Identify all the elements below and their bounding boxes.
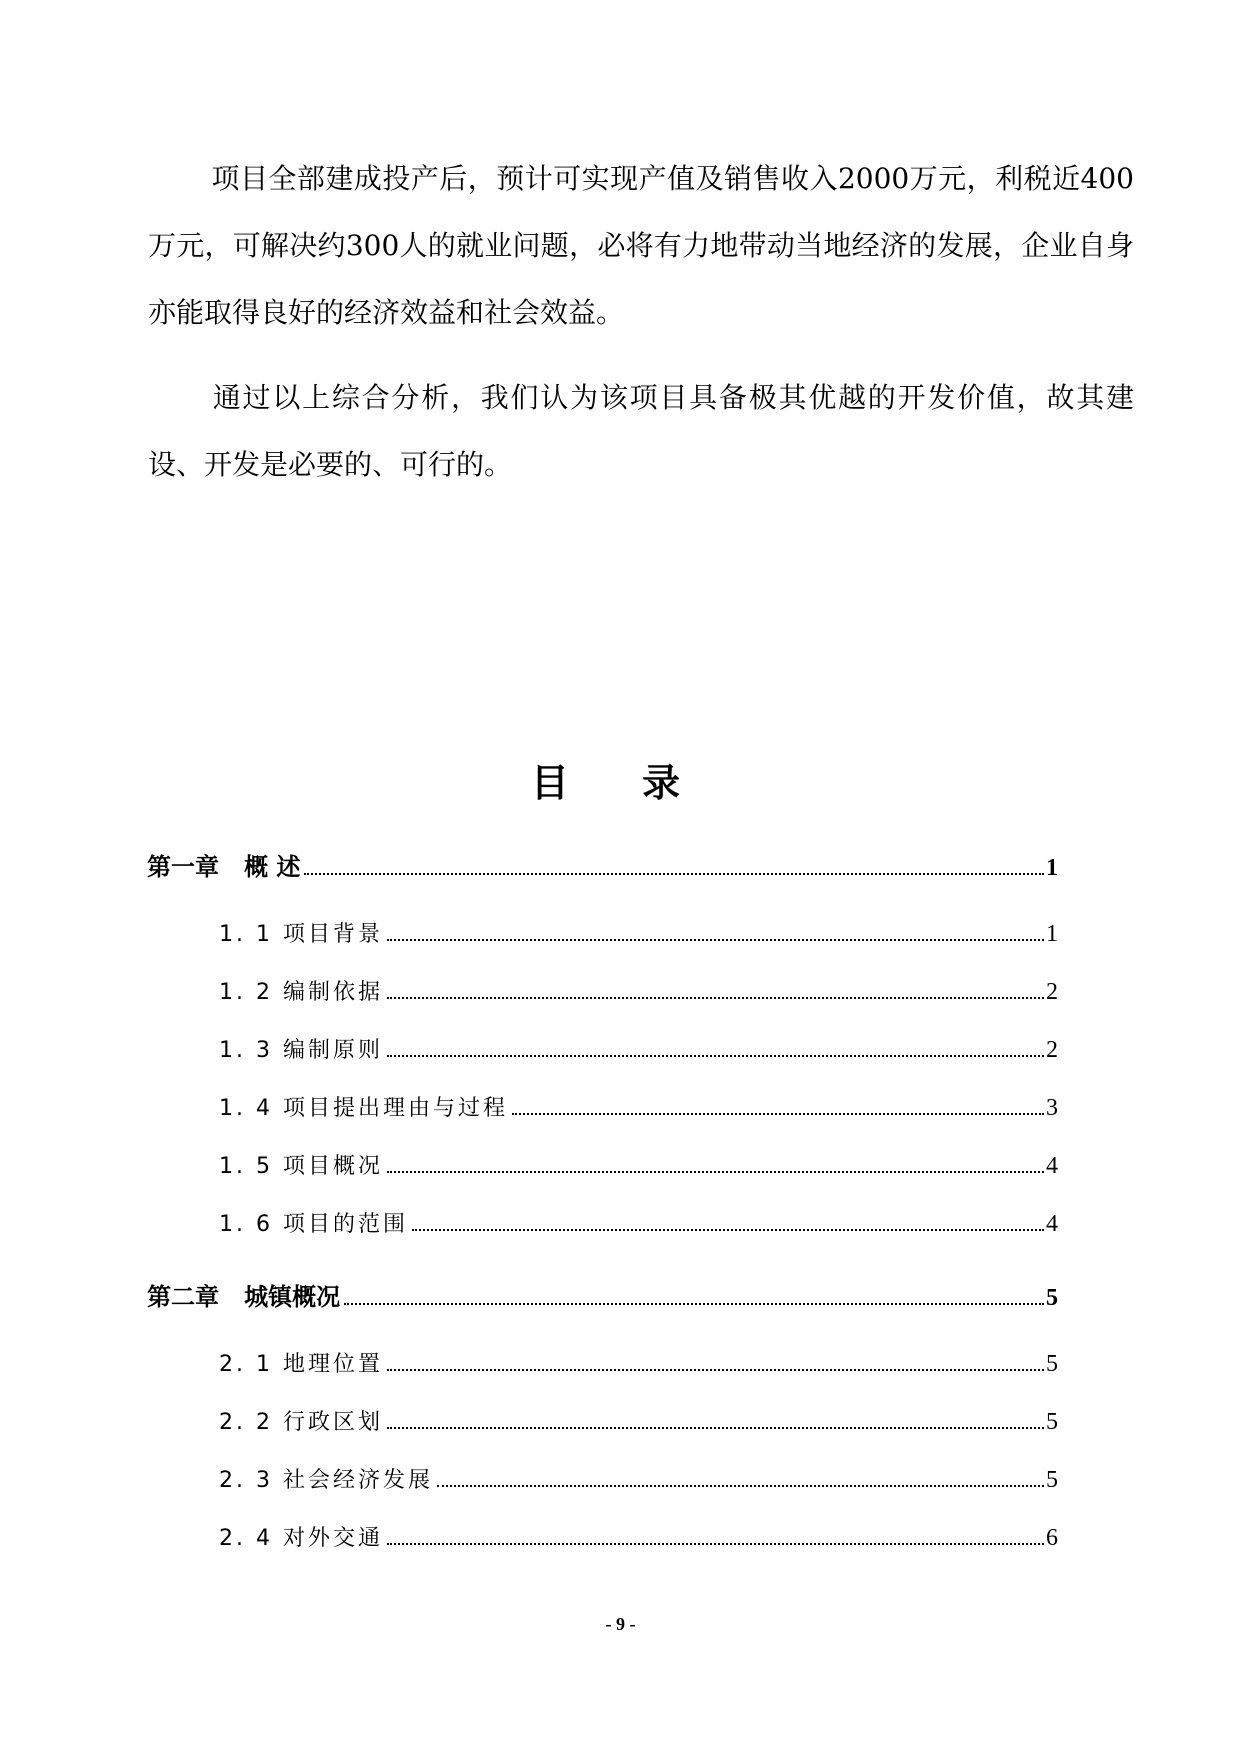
toc-entry-label: 第一章 概 述 [147, 853, 301, 881]
toc-leader-dots [387, 1171, 1044, 1173]
toc-leader-dots [387, 997, 1044, 999]
toc-entry-2-1[interactable] [219, 1347, 1058, 1381]
toc-leader-dots [387, 1369, 1044, 1371]
toc-entry-page: 3 [1046, 1095, 1058, 1121]
page-number: - 9 - [605, 1614, 636, 1634]
toc-leader-dots [387, 1543, 1044, 1545]
toc-entry-chapter-1[interactable] [147, 847, 1058, 881]
toc-leader-dots [437, 1485, 1044, 1487]
toc-entry-page: 5 [1046, 1409, 1058, 1435]
toc-entry-label: 第二章 城镇概况 [147, 1283, 341, 1311]
toc-entry-1-1[interactable] [219, 917, 1058, 951]
toc-leader-dots [512, 1113, 1044, 1115]
toc-entry-label: 2. 1 地理位置 [219, 1352, 383, 1377]
toc-entry-label: 1. 4 项目提出理由与过程 [219, 1096, 508, 1121]
toc-entry-label: 1. 3 编制原则 [219, 1038, 383, 1063]
toc-leader-dots [304, 873, 1044, 875]
toc-entry-2-3[interactable] [219, 1463, 1058, 1497]
toc-entry-label: 1. 5 项目概况 [219, 1154, 383, 1179]
toc-entry-page: 2 [1046, 979, 1058, 1005]
paragraph-project-benefits: 项目全部建成投产后，预计可实现产值及销售收入2000万元，利税近400万元，可解决约300人的就业问题，必将有力地带动当地经济的发展，企业自身亦能取得良好的经济效益和社会效益。 [148, 162, 1134, 329]
toc-leader-dots [412, 1229, 1044, 1231]
toc-entry-label: 2. 2 行政区划 [219, 1410, 383, 1435]
toc-entry-page: 5 [1046, 1467, 1058, 1493]
toc-leader-dots [387, 939, 1044, 941]
toc-entry-label: 1. 6 项目的范围 [219, 1212, 408, 1237]
toc-entry-page: 5 [1046, 1351, 1058, 1377]
toc-entry-label: 1. 1 项目背景 [219, 922, 383, 947]
toc-entry-2-4[interactable] [219, 1521, 1058, 1555]
toc-entry-page: 4 [1046, 1153, 1058, 1179]
toc-leader-dots [344, 1303, 1044, 1305]
toc-entry-page: 1 [1046, 855, 1058, 881]
toc-entry-page: 5 [1046, 1285, 1058, 1311]
toc-entry-page: 1 [1046, 921, 1058, 947]
toc-leader-dots [387, 1427, 1044, 1429]
toc-entry-label: 1. 2 编制依据 [219, 980, 383, 1005]
toc-title: 目 录 [530, 761, 711, 805]
toc-entry-label: 2. 4 对外交通 [219, 1526, 383, 1551]
toc-entry-page: 6 [1046, 1525, 1058, 1551]
toc-entry-1-5[interactable] [219, 1149, 1058, 1183]
toc-leader-dots [387, 1055, 1044, 1057]
toc-entry-page: 4 [1046, 1211, 1058, 1237]
toc-entry-1-4[interactable] [219, 1091, 1058, 1125]
toc-entry-1-2[interactable] [219, 975, 1058, 1009]
paragraph-conclusion: 通过以上综合分析，我们认为该项目具备极其优越的开发价值，故其建设、开发是必要的、可行的。 [148, 381, 1134, 481]
toc-entry-1-3[interactable] [219, 1033, 1058, 1067]
toc-entry-page: 2 [1046, 1037, 1058, 1063]
toc-entry-chapter-2[interactable] [147, 1277, 1058, 1311]
toc-entry-1-6[interactable] [219, 1207, 1058, 1241]
toc-entry-2-2[interactable] [219, 1405, 1058, 1439]
toc-entry-label: 2. 3 社会经济发展 [219, 1468, 433, 1493]
